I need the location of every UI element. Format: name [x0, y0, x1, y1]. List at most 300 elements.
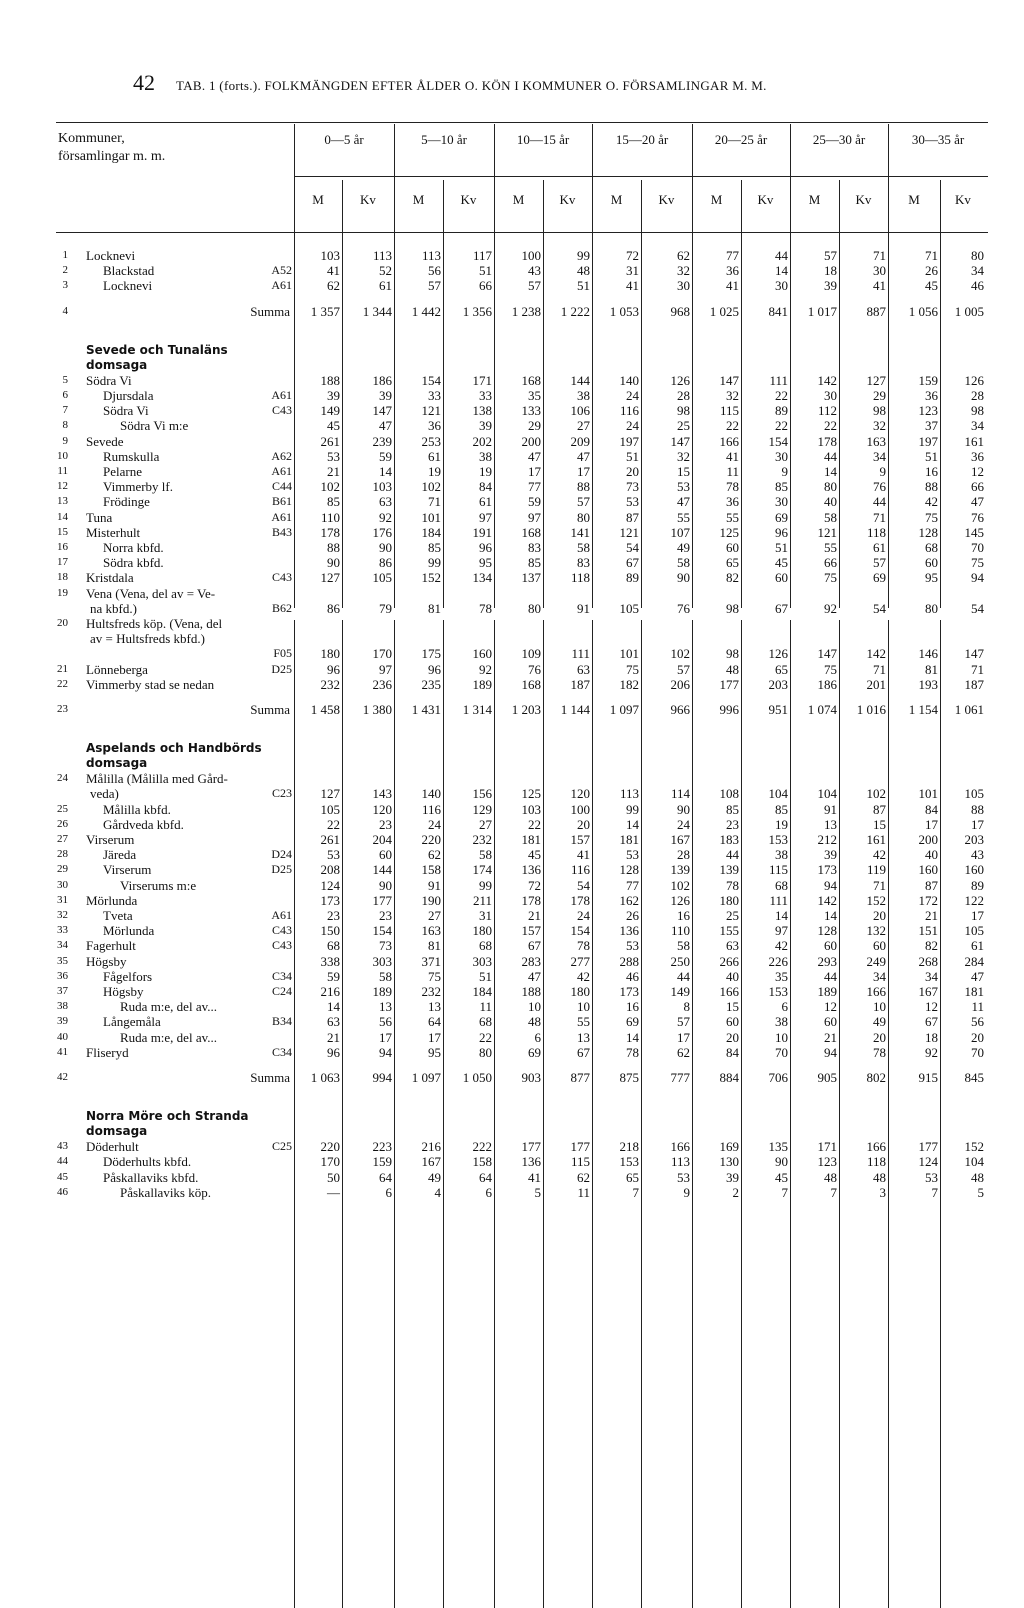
table-cell: 1 005: [954, 303, 984, 319]
table-cell: 58: [479, 847, 492, 863]
row-label: Södra kbfd.: [103, 555, 164, 571]
table-cell: 154: [372, 923, 392, 939]
table-cell: 178: [320, 524, 340, 540]
section-heading: Norra Möre och Stranda: [86, 1109, 249, 1124]
table-cell: 166: [866, 984, 886, 999]
table-cell: 39: [327, 388, 340, 403]
table-cell: 65: [775, 661, 788, 677]
table-cell: 30: [824, 388, 837, 403]
table-cell: 1 344: [362, 303, 392, 319]
table-cell: 85: [528, 555, 541, 571]
row-label: Målilla kbfd.: [103, 801, 171, 817]
table-cell: 60: [726, 1014, 739, 1030]
table-cell: 67: [577, 1044, 590, 1060]
table-cell: 6: [534, 1029, 541, 1045]
table-cell: 92: [824, 600, 837, 616]
table-cell: 124: [320, 877, 340, 893]
table-cell: 203: [768, 676, 788, 692]
row-number: 32: [57, 909, 68, 921]
table-cell: 70: [775, 1044, 788, 1060]
table-cell: 81: [925, 661, 938, 677]
row-number: 34: [57, 939, 68, 952]
row-number: 28: [57, 848, 68, 861]
table-cell: 1 097: [411, 1070, 441, 1085]
table-cell: 136: [619, 923, 639, 939]
table-cell: 91: [577, 600, 590, 616]
table-cell: 232: [421, 984, 441, 999]
table-cell: 126: [964, 372, 984, 388]
table-cell: 39: [824, 847, 837, 863]
age-group-header: 15—20 år: [615, 132, 669, 147]
row-label: Frödinge: [103, 494, 150, 510]
table-cell: 127: [320, 786, 340, 802]
row-label: Locknevi: [86, 248, 136, 263]
table-cell: 181: [619, 832, 639, 847]
table-cell: 140: [421, 786, 441, 802]
column-rule: [494, 620, 495, 1608]
table-cell: 105: [964, 923, 984, 939]
row-number: 21: [57, 662, 68, 675]
row-number: 44: [57, 1155, 68, 1168]
page-title: TAB. 1 (forts.). FOLKMÄNGDEN EFTER ÅLDER O. KÖN I KOMMUNER O. FÖRSAMLINGAR M. M.: [176, 78, 767, 93]
table-cell: 128: [619, 862, 639, 878]
row-number: 46: [57, 1185, 68, 1198]
table-cell: 177: [918, 1139, 938, 1155]
row-code: D25: [271, 661, 292, 676]
table-cell: 60: [726, 540, 739, 555]
row-number: 22: [57, 677, 68, 690]
table-cell: 18: [824, 263, 837, 279]
table-cell: 841: [768, 303, 788, 319]
table-cell: 62: [677, 1044, 690, 1060]
table-cell: 303: [372, 953, 392, 969]
table-cell: 115: [570, 1154, 590, 1170]
table-cell: 173: [817, 862, 837, 878]
table-cell: 22: [479, 1029, 492, 1045]
table-cell: 35: [775, 968, 788, 984]
table-cell: 59: [379, 448, 392, 464]
table-cell: 1 357: [310, 303, 340, 319]
table-cell: 1 016: [856, 702, 886, 717]
table-cell: 173: [619, 984, 639, 999]
table-cell: 222: [472, 1139, 492, 1155]
row-label: Locknevi: [103, 278, 153, 294]
table-cell: 111: [769, 372, 788, 388]
table-cell: 123: [918, 403, 938, 419]
table-cell: 6: [781, 999, 788, 1015]
table-cell: 371: [421, 953, 441, 969]
table-cell: 84: [479, 479, 492, 495]
sex-header: Kv: [658, 192, 675, 207]
table-cell: 53: [925, 1169, 938, 1185]
table-cell: 95: [428, 1044, 441, 1060]
table-cell: 94: [824, 1044, 837, 1060]
table-cell: 99: [577, 248, 590, 263]
table-cell: 14: [626, 1029, 639, 1045]
table-cell: 23: [379, 908, 392, 923]
table-cell: 103: [521, 801, 541, 817]
sex-header: Kv: [360, 192, 376, 207]
table-cell: 34: [971, 418, 984, 434]
table-cell: 34: [925, 968, 938, 984]
table-cell: 60: [873, 938, 886, 954]
table-cell: 102: [421, 479, 441, 495]
table-cell: 147: [372, 403, 392, 419]
table-cell: 56: [971, 1014, 984, 1030]
table-cell: 88: [577, 479, 590, 495]
row-code: C43: [271, 938, 292, 953]
table-cell: 108: [719, 786, 739, 802]
table-cell: 193: [918, 676, 938, 692]
table-cell: 171: [472, 372, 492, 388]
row-number: 7: [62, 404, 68, 417]
table-cell: 17: [577, 464, 590, 479]
table-cell: 92: [479, 661, 492, 677]
table-cell: 32: [873, 418, 886, 434]
table-cell: 142: [817, 372, 837, 388]
table-cell: 216: [320, 984, 340, 999]
age-group-header: 20—25 år: [714, 132, 768, 147]
table-cell: 76: [677, 600, 690, 616]
table-cell: 124: [918, 1154, 938, 1170]
table-cell: 118: [866, 524, 886, 540]
table-cell: 40: [824, 494, 837, 510]
table-cell: 65: [626, 1169, 639, 1185]
table-cell: 104: [817, 786, 837, 802]
table-cell: 51: [925, 448, 938, 464]
table-cell: 98: [873, 403, 886, 419]
table-cell: 37: [925, 418, 938, 434]
table-cell: 53: [677, 1169, 690, 1185]
table-cell: 45: [925, 278, 938, 294]
table-cell: 142: [817, 892, 837, 908]
table-cell: 115: [719, 403, 739, 419]
table-cell: 180: [472, 923, 492, 939]
table-cell: 52: [379, 263, 392, 279]
table-cell: 186: [817, 676, 837, 692]
table-cell: 284: [964, 953, 984, 969]
row-number: 25: [57, 802, 68, 815]
table-cell: 136: [521, 1154, 541, 1170]
table-cell: 139: [719, 862, 739, 878]
table-cell: 232: [472, 832, 492, 847]
table-cell: 68: [925, 540, 938, 555]
table-cell: 67: [775, 600, 788, 616]
table-cell: 66: [479, 278, 492, 294]
table-cell: 266: [719, 953, 739, 969]
table-cell: 36: [428, 418, 441, 434]
table-cell: 67: [626, 555, 639, 571]
table-cell: 128: [918, 524, 938, 540]
column-rule: [294, 620, 295, 1608]
table-cell: 49: [677, 540, 690, 555]
table-cell: 250: [670, 953, 690, 969]
table-cell: 125: [521, 786, 541, 802]
table-cell: 6: [485, 1184, 492, 1200]
table-cell: 1 097: [609, 702, 639, 717]
table-cell: 166: [670, 1139, 690, 1155]
table-cell: 36: [925, 388, 938, 403]
table-cell: 57: [873, 555, 886, 571]
row-label: Södra Vi: [103, 403, 149, 419]
table-cell: 5: [977, 1184, 984, 1200]
table-cell: 85: [327, 494, 340, 510]
table-cell: 211: [472, 892, 492, 908]
table-cell: 197: [918, 433, 938, 449]
table-cell: 95: [925, 570, 938, 586]
sex-header: M: [412, 192, 425, 207]
table-cell: 33: [428, 388, 441, 403]
table-cell: 168: [521, 524, 541, 540]
table-cell: 43: [971, 847, 984, 863]
table-cell: 32: [677, 263, 690, 279]
table-cell: 127: [866, 372, 886, 388]
table-cell: 17: [528, 464, 541, 479]
sex-header: M: [610, 192, 623, 207]
table-cell: 121: [619, 524, 639, 540]
table-cell: 89: [626, 570, 639, 586]
table-cell: 887: [866, 303, 886, 319]
table-cell: 98: [971, 403, 984, 419]
row-label: Kristdala: [86, 570, 134, 586]
table-cell: 288: [619, 953, 639, 969]
table-cell: 102: [670, 877, 690, 893]
table-cell: 68: [479, 1014, 492, 1030]
table-cell: 14: [626, 816, 639, 832]
table-cell: 104: [964, 1154, 984, 1170]
table-cell: 78: [626, 1044, 639, 1060]
row-number: 33: [57, 924, 68, 937]
table-cell: 1 442: [411, 303, 441, 319]
table-cell: 157: [521, 923, 541, 939]
table-cell: 66: [971, 479, 984, 495]
table-cell: 68: [479, 938, 492, 954]
table-cell: 189: [372, 984, 392, 999]
table-cell: 143: [372, 786, 392, 802]
table-cell: 85: [428, 540, 441, 555]
table-cell: 3: [879, 1184, 886, 1200]
row-label: Vena (Vena, del av = Ve-: [86, 585, 216, 601]
table-cell: 202: [472, 433, 492, 449]
table-cell: 152: [964, 1139, 984, 1155]
table-cell: 41: [873, 278, 886, 294]
table-cell: 1 154: [908, 702, 938, 717]
table-cell: 121: [421, 403, 441, 419]
table-cell: 47: [528, 968, 541, 984]
sex-header: M: [512, 192, 525, 207]
table-cell: 19: [775, 816, 788, 832]
table-cell: 220: [320, 1139, 340, 1155]
table-cell: 154: [768, 433, 788, 449]
table-cell: 28: [971, 388, 984, 403]
table-cell: 69: [873, 570, 886, 586]
row-code: F05: [273, 646, 292, 661]
table-cell: 9: [879, 464, 886, 479]
table-cell: 41: [726, 278, 739, 294]
table-cell: 1 458: [310, 702, 340, 717]
row-number: 30: [57, 878, 68, 891]
table-cell: 29: [873, 388, 886, 403]
table-cell: 183: [719, 832, 739, 847]
row-label: av = Hultsfreds kbfd.): [90, 631, 205, 647]
row-number: 19: [57, 586, 68, 599]
table-cell: 90: [327, 555, 340, 571]
row-code: B61: [271, 494, 292, 509]
table-cell: 58: [379, 968, 392, 984]
table-cell: 58: [577, 540, 590, 555]
table-cell: 153: [768, 832, 788, 847]
table-cell: 157: [570, 832, 590, 847]
row-code: D25: [271, 862, 292, 877]
table-cell: 42: [925, 494, 938, 510]
table-cell: 13: [379, 999, 392, 1015]
table-cell: 77: [626, 877, 639, 893]
table-cell: 81: [428, 600, 441, 616]
section-heading: Aspelands och Handbörds: [86, 741, 262, 756]
table-cell: 187: [964, 676, 984, 692]
table-cell: 152: [866, 892, 886, 908]
table-cell: 144: [570, 372, 590, 388]
table-cell: 39: [379, 388, 392, 403]
table-cell: 126: [670, 372, 690, 388]
table-cell: 46: [626, 968, 639, 984]
table-cell: 64: [428, 1014, 441, 1030]
table-cell: 120: [372, 801, 392, 817]
table-cell: 61: [873, 540, 886, 555]
column-rule: [443, 620, 444, 1608]
table-cell: 103: [372, 479, 392, 495]
table-cell: 99: [428, 555, 441, 571]
table-cell: 80: [577, 509, 590, 525]
row-label: Påskallaviks kbfd.: [103, 1169, 199, 1185]
table-cell: 142: [866, 646, 886, 662]
table-cell: 22: [327, 816, 340, 832]
table-cell: 87: [626, 509, 639, 525]
table-cell: 80: [479, 1044, 492, 1060]
table-cell: 110: [670, 923, 690, 939]
table-cell: 47: [677, 494, 690, 510]
table-cell: 38: [775, 847, 788, 863]
table-cell: 160: [918, 862, 938, 878]
table-cell: 127: [320, 570, 340, 586]
table-cell: 44: [873, 494, 886, 510]
page-number: 42: [133, 70, 155, 95]
table-cell: 69: [775, 509, 788, 525]
table-cell: 178: [521, 892, 541, 908]
table-cell: 171: [817, 1139, 837, 1155]
table-cell: 42: [775, 938, 788, 954]
row-code: B43: [271, 524, 292, 539]
row-label: Påskallaviks köp.: [120, 1184, 211, 1200]
table-cell: 57: [824, 248, 837, 263]
row-code: C34: [271, 1044, 292, 1059]
table-cell: 61: [379, 278, 392, 294]
table-cell: 49: [873, 1014, 886, 1030]
table-cell: 47: [577, 448, 590, 464]
table-cell: 53: [626, 847, 639, 863]
section-heading: Sevede och Tunaläns: [86, 342, 228, 357]
table-cell: 120: [570, 786, 590, 802]
sex-header: Kv: [757, 192, 774, 207]
row-label: Döderhult: [86, 1139, 139, 1155]
row-label: Virserum: [103, 862, 152, 878]
table-cell: 53: [677, 479, 690, 495]
table-cell: 53: [626, 938, 639, 954]
table-cell: 17: [428, 1029, 441, 1045]
column-rule: [839, 620, 840, 1608]
table-cell: 1 144: [560, 702, 590, 717]
table-cell: 147: [817, 646, 837, 662]
table-cell: 1 431: [411, 702, 441, 717]
table-cell: 22: [528, 816, 541, 832]
table-cell: 46: [971, 278, 984, 294]
table-cell: 15: [726, 999, 739, 1015]
table-cell: 216: [421, 1139, 441, 1155]
table-cell: 101: [619, 646, 639, 662]
table-cell: 85: [775, 479, 788, 495]
row-label: veda): [90, 786, 119, 802]
table-cell: 968: [670, 303, 690, 319]
section-heading: domsaga: [86, 357, 148, 372]
table-cell: 47: [971, 968, 984, 984]
table-cell: 303: [472, 953, 492, 969]
table-cell: 96: [775, 524, 788, 540]
table-cell: 55: [726, 509, 739, 525]
table-cell: 208: [320, 862, 340, 878]
table-cell: 19: [428, 464, 441, 479]
row-label: Gårdveda kbfd.: [103, 816, 184, 832]
table-cell: 160: [964, 862, 984, 878]
row-label: Tveta: [103, 908, 133, 923]
table-cell: 184: [421, 524, 441, 540]
table-cell: 64: [379, 1169, 392, 1185]
table-cell: 44: [726, 847, 739, 863]
table-cell: 21: [327, 464, 340, 479]
table-cell: 58: [677, 938, 690, 954]
table-cell: 17: [379, 1029, 392, 1045]
table-cell: 10: [775, 1029, 788, 1045]
table-cell: 14: [379, 464, 392, 479]
table-cell: 88: [925, 479, 938, 495]
table-cell: 283: [521, 953, 541, 969]
table-cell: 1 222: [560, 303, 590, 319]
table-cell: 102: [866, 786, 886, 802]
table-cell: 156: [472, 786, 492, 802]
table-cell: 96: [327, 661, 340, 677]
table-cell: 110: [320, 509, 340, 525]
sex-header: M: [312, 192, 324, 207]
table-cell: 10: [528, 999, 541, 1015]
header-bottom-rule: [56, 232, 988, 233]
table-cell: 26: [626, 908, 639, 923]
table-cell: 235: [421, 676, 441, 692]
table-cell: 158: [421, 862, 441, 878]
table-cell: 161: [866, 832, 886, 847]
row-number: 39: [57, 1015, 68, 1028]
row-number: 10: [57, 449, 68, 462]
row-label: Hultsfreds köp. (Vena, del: [86, 616, 223, 631]
table-cell: 13: [428, 999, 441, 1015]
summary-label: Summa: [250, 702, 290, 717]
table-cell: 58: [824, 509, 837, 525]
table-cell: 53: [626, 494, 639, 510]
table-cell: 126: [670, 892, 690, 908]
table-cell: 62: [428, 847, 441, 863]
row-label: Högsby: [103, 984, 144, 999]
table-cell: 36: [726, 263, 739, 279]
row-code: C34: [271, 968, 292, 983]
table-cell: 903: [521, 1070, 541, 1085]
